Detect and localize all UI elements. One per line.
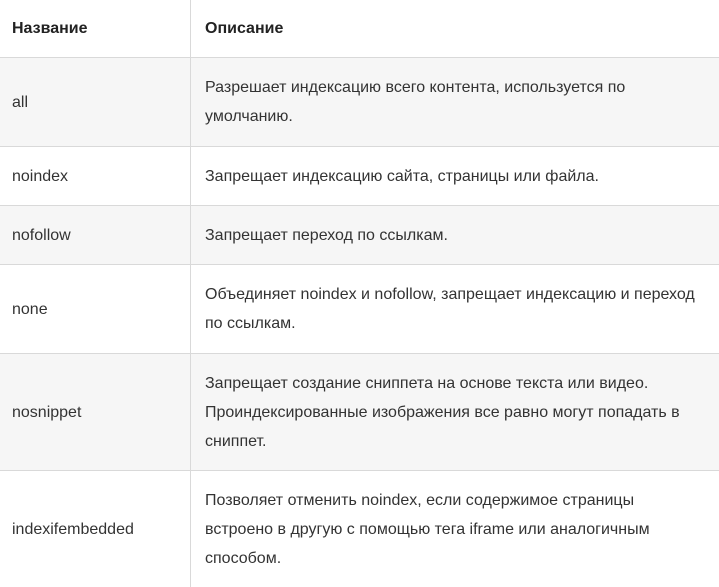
table-row xyxy=(0,147,719,206)
table-row xyxy=(0,265,719,354)
directive-description-cell: Позволяет отменить noindex, если содержимое страницы встроено в другую с помощью тега iframe или аналогичным способом. xyxy=(205,491,650,567)
directive-name-cell: all xyxy=(0,58,191,146)
directive-description-cell: Разрешает индексацию всего контента, используется по умолчанию. xyxy=(205,79,626,125)
table-row xyxy=(0,354,719,471)
directive-name-cell: nofollow xyxy=(0,206,191,264)
table-row xyxy=(0,206,719,265)
directive-description-cell: Запрещает индексацию сайта, страницы или файла. xyxy=(205,167,599,185)
table-row xyxy=(0,471,719,587)
directive-name-cell: nosnippet xyxy=(0,354,191,470)
directive-description-cell: Объединяет noindex и nofollow, запрещает индексацию и переход по ссылкам. xyxy=(205,286,695,332)
directive-name-cell: none xyxy=(0,265,191,353)
header-name-cell: Название xyxy=(0,0,191,57)
directive-name-cell: indexifembedded xyxy=(0,471,191,587)
header-description-cell: Описание xyxy=(205,20,284,37)
directive-description-cell: Запрещает переход по ссылкам. xyxy=(205,226,448,244)
directive-description-cell: Запрещает создание сниппета на основе текста или видео. Проиндексированные изображения все равно могут попадать в сниппет. xyxy=(205,374,680,450)
table-row xyxy=(0,58,719,147)
table-header-row xyxy=(0,0,719,58)
directive-name-cell: noindex xyxy=(0,147,191,205)
